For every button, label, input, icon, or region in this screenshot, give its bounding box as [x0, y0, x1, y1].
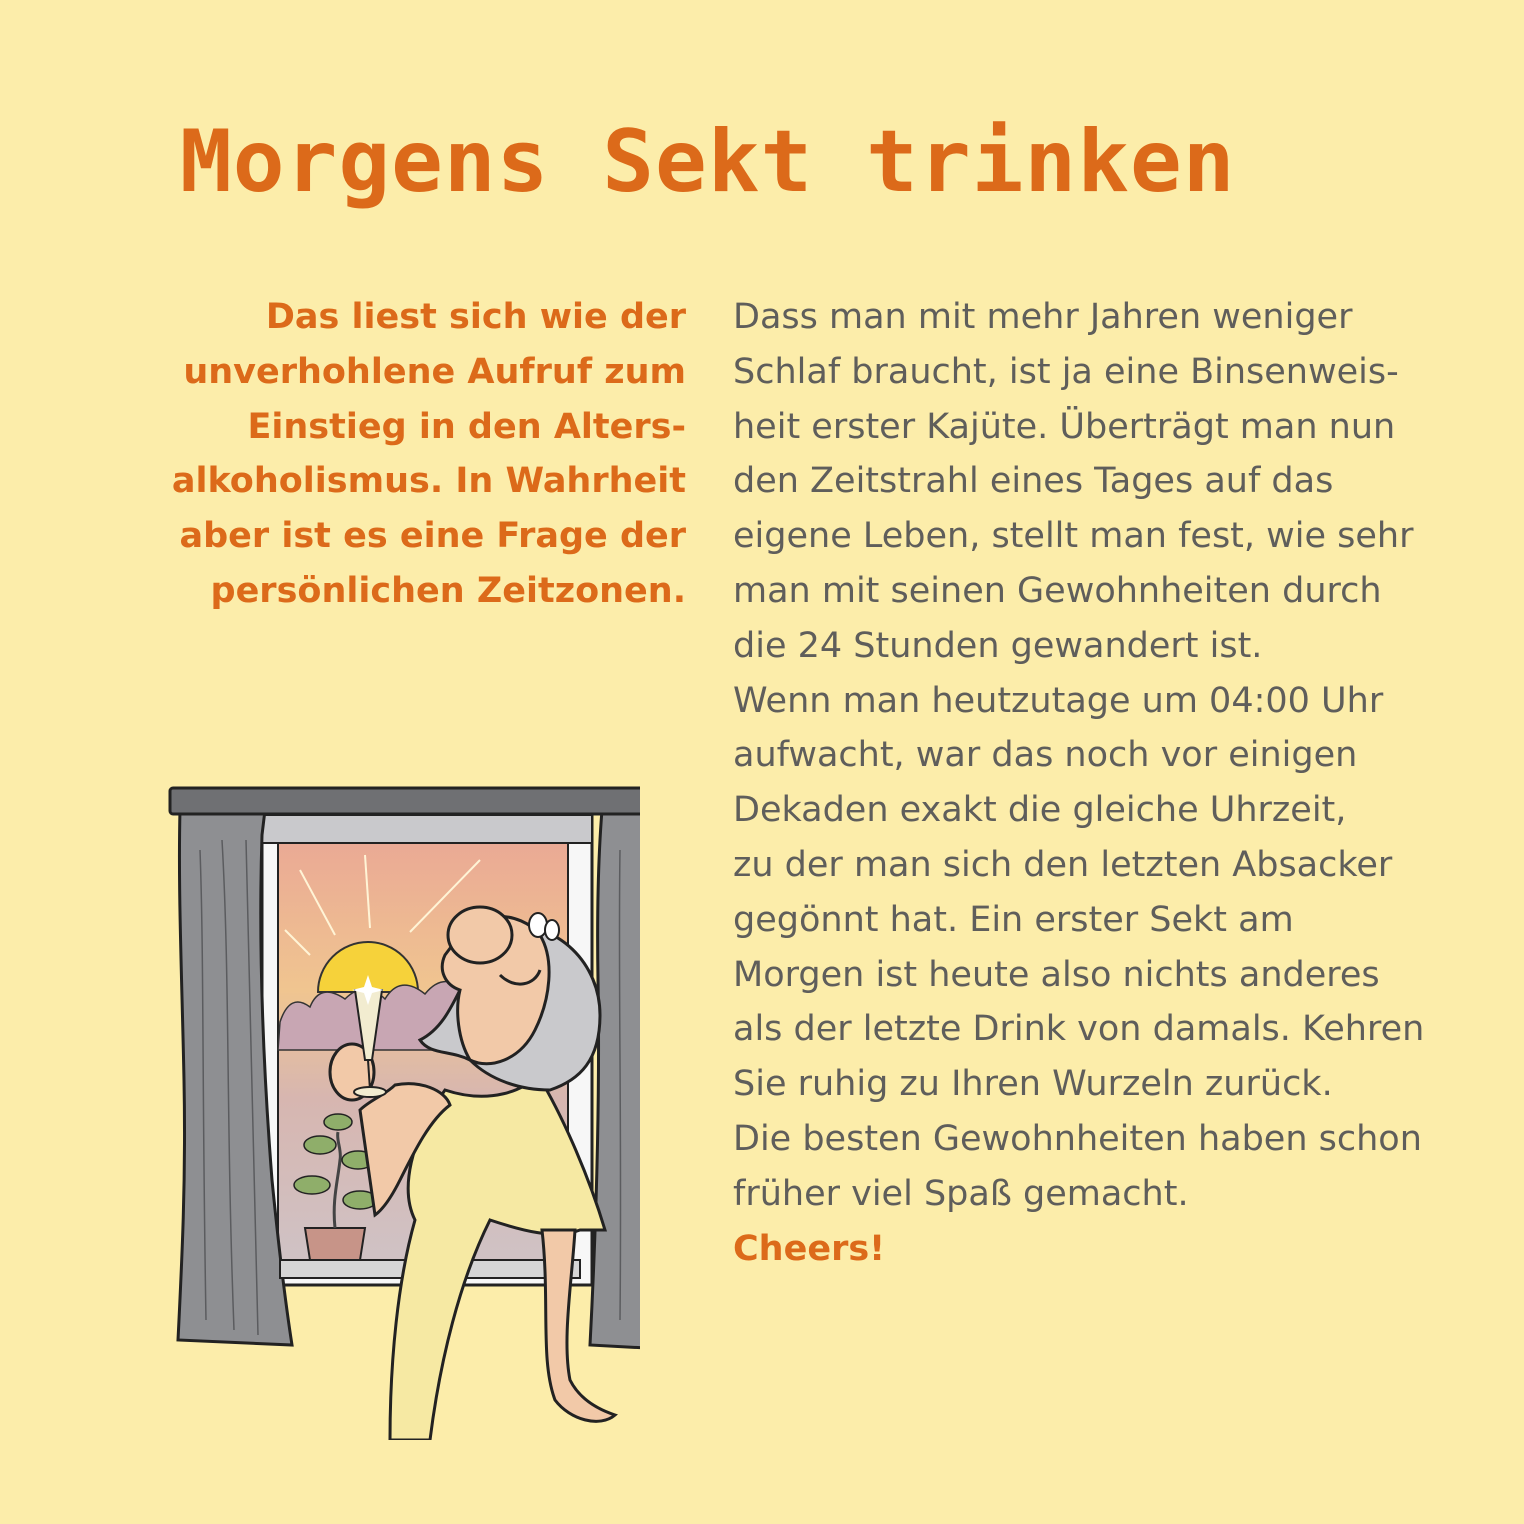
body-line: Wenn man heutzutage um 04:00 Uhr — [733, 680, 1384, 721]
body-line: eigene Leben, stellt man fest, wie sehr — [733, 516, 1414, 557]
body-line: Dass man mit mehr Jahren weniger — [733, 297, 1353, 337]
intro-line: aber ist es eine Frage der — [179, 516, 686, 557]
body-line: heit erster Kajüte. Überträgt man nun — [733, 406, 1396, 447]
body-line: Schlaf braucht, ist ja eine Binsenweis- — [733, 351, 1399, 392]
body-line: Die besten Gewohnheiten haben schon — [733, 1118, 1422, 1159]
body-line: aufwacht, war das noch vor einigen — [733, 735, 1358, 776]
body-line: Dekaden exakt die gleiche Uhrzeit, — [733, 790, 1347, 831]
body-line: gegönnt hat. Ein erster Sekt am — [733, 899, 1294, 940]
intro-line: Einstieg in den Alters- — [247, 406, 686, 447]
body-line: die 24 Stunden gewandert ist. — [733, 625, 1263, 666]
body-text — [733, 290, 1453, 1276]
body-line: man mit seinen Gewohnheiten durch — [733, 570, 1382, 611]
body-line: als der letzte Drink von damals. Kehren — [733, 1009, 1425, 1050]
woman-nose — [448, 907, 512, 963]
curtain-rod — [170, 788, 640, 814]
curtain-right — [590, 810, 640, 1350]
intro-text — [160, 290, 686, 619]
intro-line: Das liest sich wie der — [265, 297, 686, 337]
body-line: früher viel Spaß gemacht. — [733, 1173, 1189, 1214]
body-line: Morgen ist heute also nichts anderes — [733, 954, 1380, 995]
woman-at-window-illustration — [160, 760, 640, 1440]
intro-line: unverhohlene Aufruf zum — [183, 351, 686, 392]
body-line: Sie ruhig zu Ihren Wurzeln zurück. — [733, 1064, 1333, 1105]
page-title: Morgens Sekt trinken — [180, 112, 1236, 212]
intro-line: alkoholismus. In Wahrheit — [171, 461, 686, 502]
body-line: zu der man sich den letzten Absacker — [733, 844, 1393, 885]
intro-line: persönlichen Zeitzonen. — [210, 570, 686, 611]
body-line: den Zeitstrahl eines Tages auf das — [733, 461, 1334, 502]
closing-line: Cheers! — [733, 1228, 886, 1269]
